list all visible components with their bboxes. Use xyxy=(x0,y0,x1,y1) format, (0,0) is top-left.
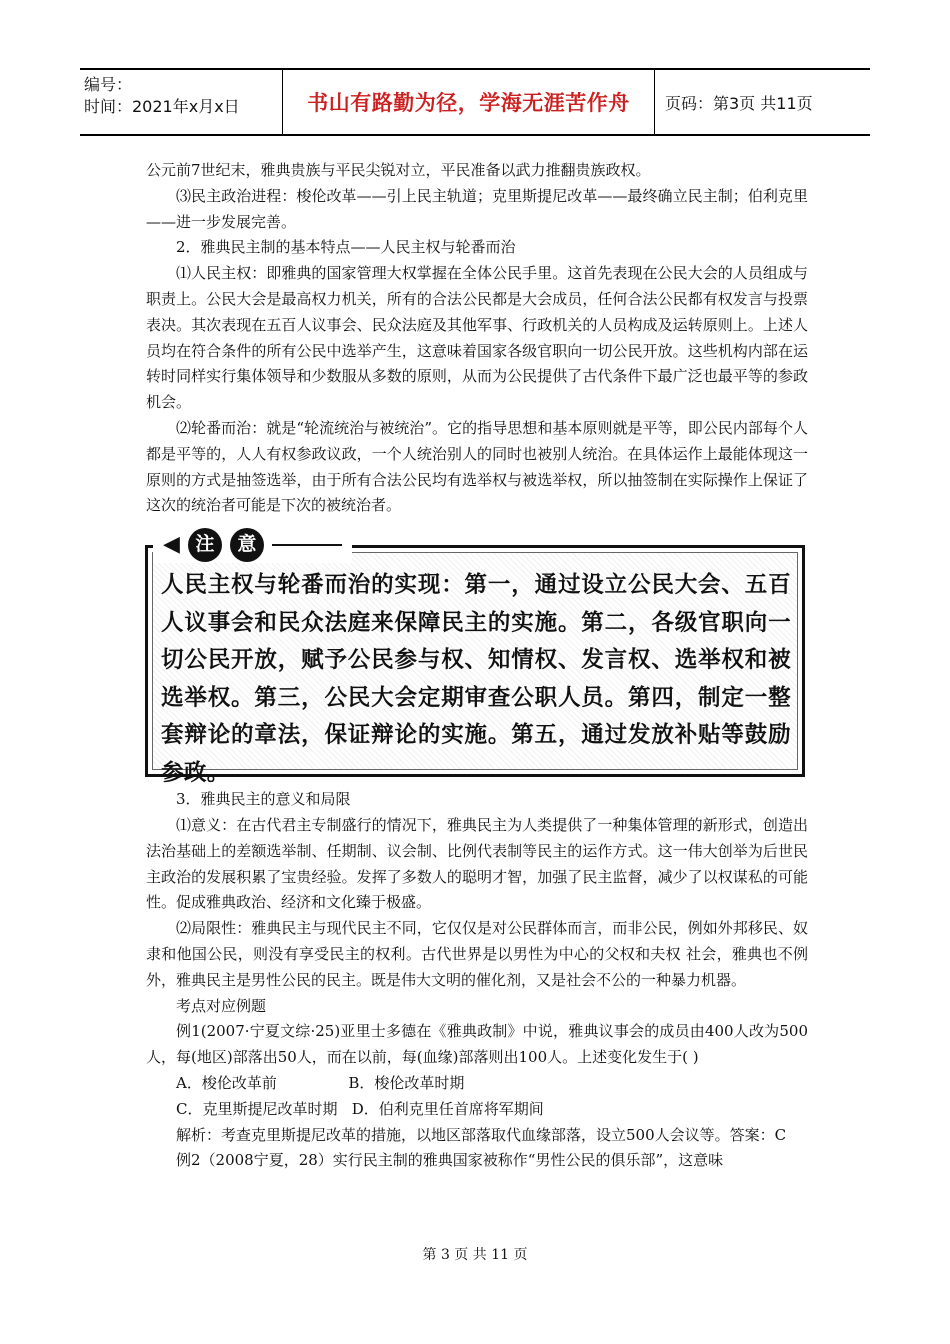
header-meta xyxy=(80,70,283,134)
note-badge-1: 注 xyxy=(188,528,222,562)
note-title-rule xyxy=(272,544,342,546)
example-1-options-ab: A．梭伦改革前 B．梭伦改革时期 xyxy=(176,1073,465,1092)
note-badge-2: 意 xyxy=(230,528,264,562)
left-arrow-icon: ◀ xyxy=(163,532,180,558)
paragraph-significance: ⑴意义：在古代君主专制盛行的情况下，雅典民主为人类提供了一种集体管理的新形式，创造出法治基础上的差额选举制、任期制、议会制、比例代表制等民主的运作方式。这一伟大创举为后世民主政治的发展积累了宝贵经验。发挥了多数人的聪明才智，加强了民主监督，减少了以权谋私的可能性。促成雅典政治、经济和文化臻于极盛。 xyxy=(146,815,808,912)
code-label: 编号： xyxy=(84,75,133,94)
example-1-analysis: 解析：考查克里斯提尼改革的措施，以地区部落取代血缘部落，设立500人会议等。答案：C xyxy=(176,1125,787,1144)
header-motto: 书山有路勤为径，学海无涯苦作舟 xyxy=(283,70,655,134)
examples-heading: 考点对应例题 xyxy=(176,996,267,1015)
example-1-options-cd: C．克里斯提尼改革时期 D．伯利克里任首席将军期间 xyxy=(176,1099,544,1118)
paragraph-rotation-rule: ⑵轮番而治：就是“轮流统治与被统治”。它的指导思想和基本原则就是平等，即公民内部每个人都是平等的，人人有权参政议政，一个人统治别人的同时也被别人统治。在具体运作上最能体现这一原则的方式是抽签选举，由于所有合法公民均有选举权与被选举权，所以抽签制在实际操作上保证了这次的统治者可能是下次的被统治者。 xyxy=(146,418,808,515)
time-label: 时间：2021年x月x日 xyxy=(84,97,240,116)
section-heading-2: 2．雅典民主制的基本特点——人民主权与轮番而治 xyxy=(176,238,516,257)
note-box xyxy=(145,527,805,786)
paragraph-limitations: ⑵局限性：雅典民主与现代民主不同，它仅仅是对公民群体而言，而非公民，例如外邦移民、奴隶和他国公民，则没有享受民主的权利。古代世界是以男性为中心的父权和夫权 社会，雅典也不例外，雅典民主是男性公民的民主。既是伟大文明的催化剂，又是社会不公的一种暴力机器。 xyxy=(146,919,808,989)
example-2-question: 例2（2008宁夏，28）实行民主制的雅典国家被称作“男性公民的俱乐部”，这意味 xyxy=(176,1151,724,1170)
paragraph-1: 公元前7世纪末，雅典贵族与平民尖锐对立，平民准备以武力推翻贵族政权。 xyxy=(146,161,651,179)
paragraph-2: ⑶民主政治进程：梭伦改革——引上民主轨道；克里斯提尼改革——最终确立民主制；伯利克里——进一步发展完善。 xyxy=(146,186,808,231)
example-1-question: 例1(2007·宁夏文综·25)亚里士多德在《雅典政制》中说，雅典议事会的成员由400人改为500人，每(地区)部落出50人，而在以前，每(血缘)部落则出100人。上述变化发生于( ) xyxy=(146,1022,808,1067)
note-title xyxy=(153,527,352,563)
page-footer: 第 3 页 共 11 页 xyxy=(422,1247,528,1263)
document-body xyxy=(146,158,808,1174)
paragraph-people-sovereignty: ⑴人民主权：即雅典的国家管理大权掌握在全体公民手里。这首先表现在公民大会的人员组成与职责上。公民大会是最高权力机关，所有的合法公民都是大会成员，任何合法公民都有权发言与投票表决。其次表现在五百人议事会、民众法庭及其他军事、行政机关的人员构成及运转原则上。上述人员均在符合条件的所有公民中选举产生，这意味着国家各级官职向一切公民开放。这些机构内部在运转时同样实行集体领导和少数服从多数的原则，从而为公民提供了古代条件下最广泛也最平等的参政机会。 xyxy=(146,264,808,412)
section-heading-3: 3．雅典民主的意义和局限 xyxy=(176,790,351,809)
page-header xyxy=(80,68,870,136)
note-text: 人民主权与轮番而治的实现：第一，通过设立公民大会、五百人议事会和民众法庭来保障民主的实施。第二，各级官职向一切公民开放，赋予公民参与权、知情权、发言权、选举权和被选举权。第三，公民大会定期审查公职人员。第四，制定一整套辩论的章法，保证辩论的实施。第五，通过发放补贴等鼓励参政。 xyxy=(161,572,791,786)
header-page-info: 页码：第3页 共11页 xyxy=(665,93,813,113)
